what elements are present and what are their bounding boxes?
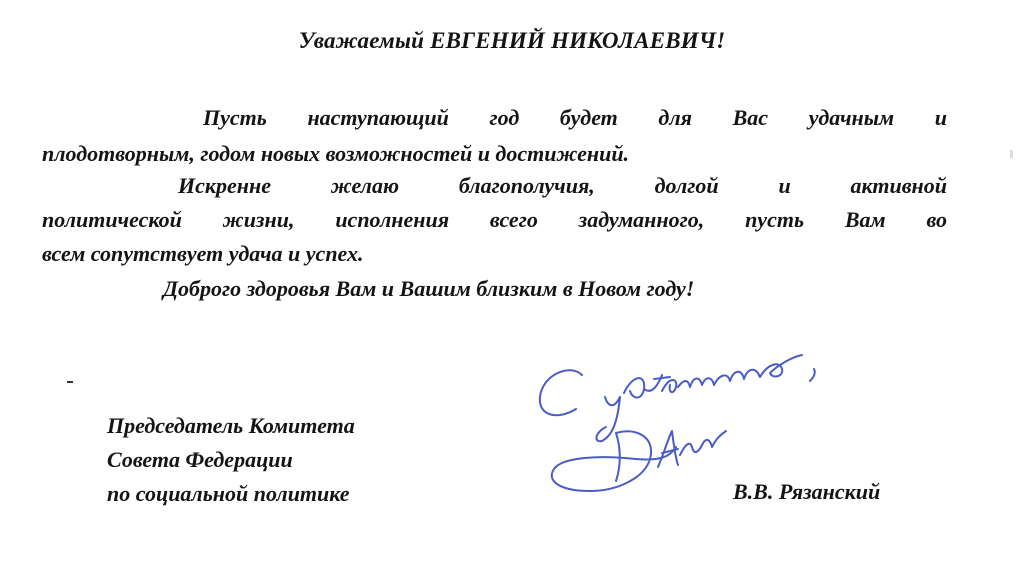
scan-speck — [67, 381, 73, 383]
signer-title-line-2: Совета Федерации — [107, 447, 293, 472]
scan-edge-mark — [1010, 150, 1013, 158]
letter-line-3: Искренне желаю благополучия, долгой и активной — [178, 173, 947, 198]
letter-line-2: плодотворным, годом новых возможностей и достижений. — [42, 141, 630, 166]
letter-line-5: всем сопутствует удача и успех. — [42, 241, 364, 266]
letter-line-6: Доброго здоровья Вам и Вашим близким в Новом году! — [163, 276, 695, 301]
signer-title-line-3: по социальной политике — [107, 481, 350, 506]
signer-name: В.В. Рязанский — [733, 479, 881, 504]
signer-title-line-1: Председатель Комитета — [107, 413, 355, 438]
salutation: Уважаемый ЕВГЕНИЙ НИКОЛАЕВИЧ! — [298, 28, 726, 53]
letter-line-4: политической жизни, исполнения всего задуманного, пусть Вам во — [42, 207, 947, 232]
letter-line-1: Пусть наступающий год будет для Вас удачным и — [203, 105, 947, 130]
